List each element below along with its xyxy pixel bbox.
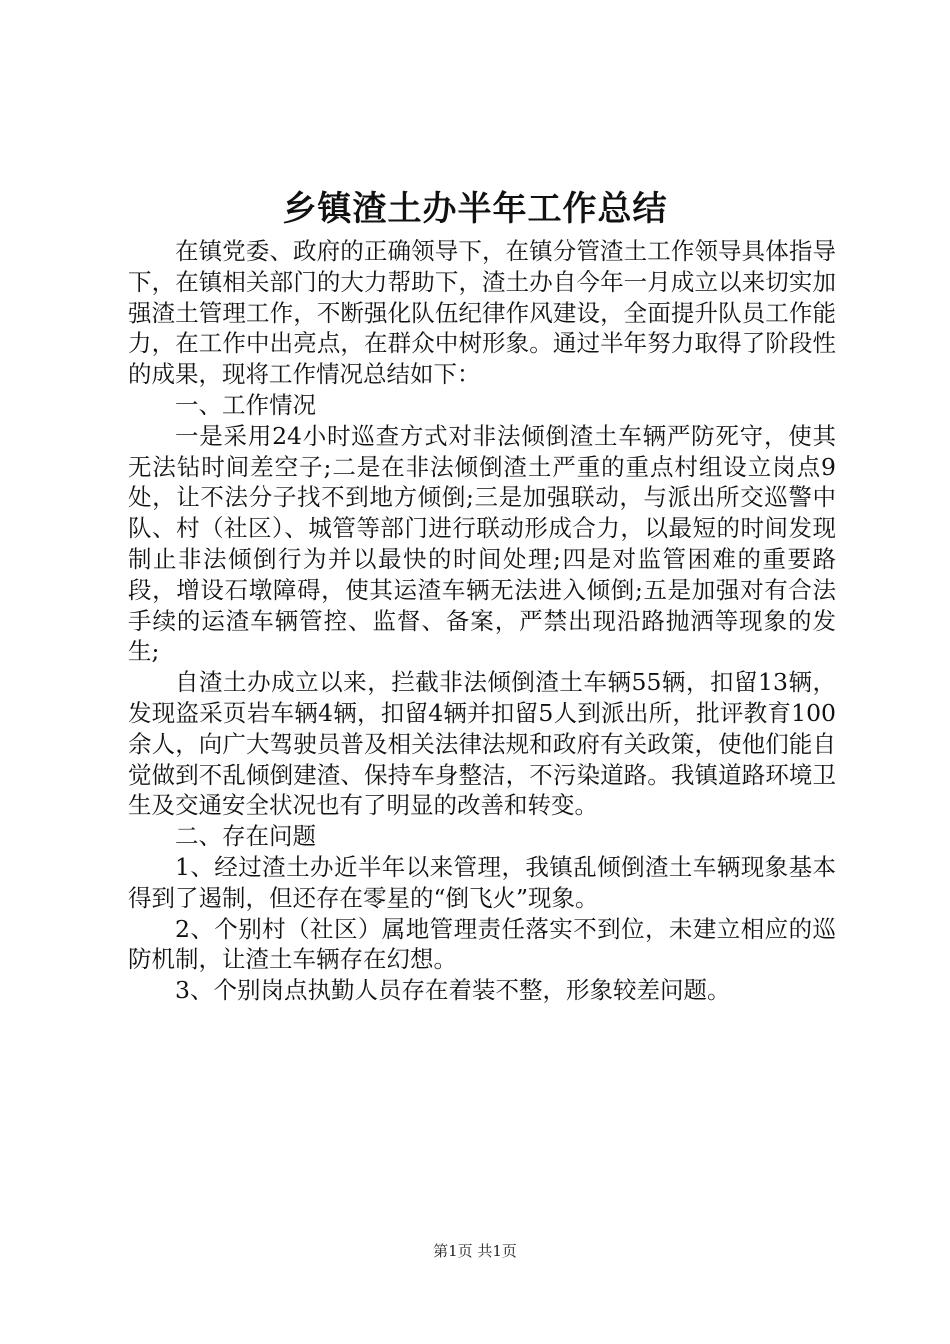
page-footer: 第1页 共1页 [433, 1242, 517, 1260]
intro-paragraph: 在镇党委、政府的正确领导下，在镇分管渣土工作领导具体指导下，在镇相关部门的大力帮助下，渣土办自今年一月成立以来切实加强渣土管理工作，不断强化队伍纪律作风建设，全面提升队员工作能力，在工作中出亮点，在群众中树形象。通过半年努力取得了阶段性的成果，现将工作情况总结如下： [128, 237, 836, 389]
document-body [128, 236, 836, 1006]
problem-item-2: 2、个别村（社区）属地管理责任落实不到位，未建立相应的巡防机制，让渣土车辆存在幻想。 [128, 914, 836, 974]
document-title: 乡镇渣土办半年工作总结 [282, 189, 668, 229]
section-heading-problems: 二、存在问题 [175, 822, 316, 851]
problem-item-1: 1、经过渣土办近半年以来管理，我镇乱倾倒渣土车辆现象基本得到了遏制，但还存在零星的“倒飞火”现象。 [128, 852, 836, 912]
work-measures-paragraph: 一是采用24小时巡查方式对非法倾倒渣土车辆严防死守，使其无法钻时间差空子;二是在非法倾倒渣土严重的重点村组设立岗点9处，让不法分子找不到地方倾倒;三是加强联动，与派出所交巡警中队、村（社区）、城管等部门进行联动形成合力，以最短的时间发现制止非法倾倒行为并以最快的时间处理;四是对监管困难的重要路段，增设石墩障碍，使其运渣车辆无法进入倾倒;五是加强对有合法手续的运渣车辆管控、监督、备案，严禁出现沿路抛洒等现象的发生; [128, 421, 836, 666]
section-heading-work: 一、工作情况 [175, 390, 316, 419]
work-results-paragraph: 自渣土办成立以来，拦截非法倾倒渣土车辆55辆，扣留13辆，发现盗采页岩车辆4辆，扣留4辆并扣留5人到派出所，批评教育100余人，向广大驾驶员普及相关法律法规和政府有关政策，使他们能自觉做到不乱倾倒建渣、保持车身整洁，不污染道路。我镇道路环境卫生及交通安全状况也有了明显的改善和转变。 [128, 668, 836, 820]
problem-item-3: 3、个别岗点执勤人员存在着装不整，形象较差问题。 [175, 976, 731, 1005]
